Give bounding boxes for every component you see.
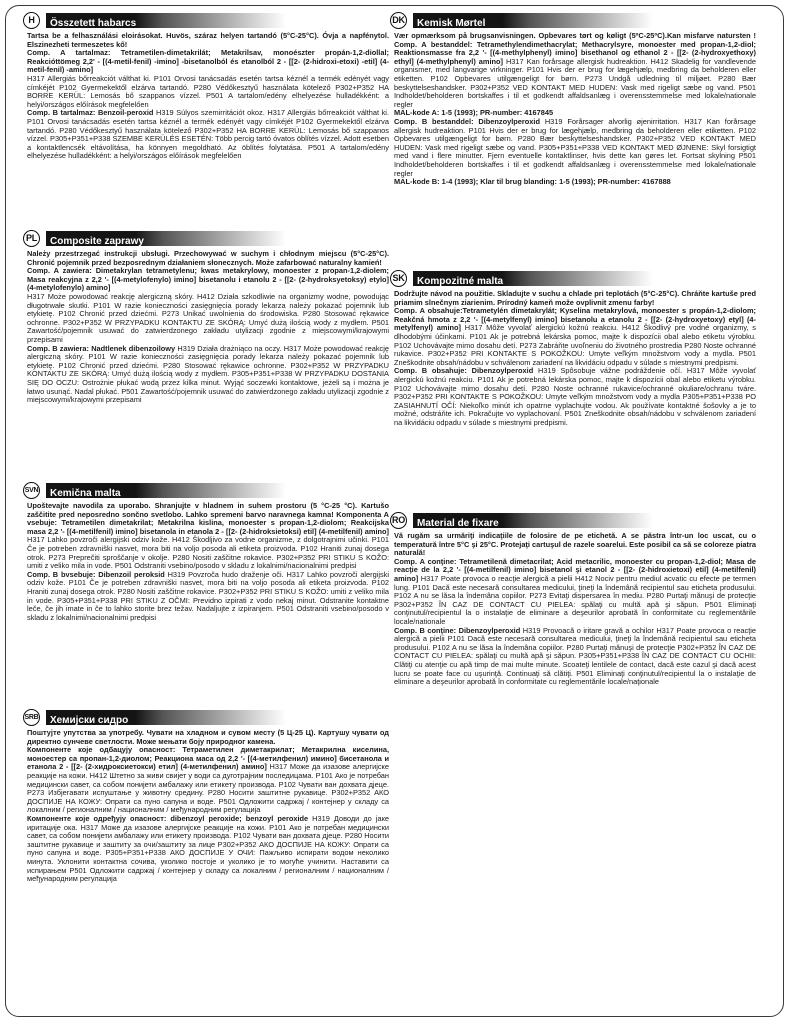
paragraph <box>394 307 756 367</box>
section-romanian <box>394 512 756 687</box>
body-text: H319 Działa drażniąco na oczy. H317 Może powodować reakcję alergiczną skóry. P101 W razie konieczności zasięgnięcia porady lekarza należy pokazać pojemnik lub etykietę. P102 Chronić przed dziećmi. P280 Stosować rękawice ochronne. P302+P352 W PRZYPADKU KONTAKTU ZE SKÓRĄ: Umyć dużą ilością wody z mydłem. P305+P351+P338 W PRZYPADKU DOSTANIA SIĘ DO OCZU: Ostrożnie płukać wodą przez kilka minut. Wyjąć soczewki kontaktowe, jeżeli są i można je łatwo usunąć. Nadal płukać. P501 Zawartość/pojemnik usuwać do zatwierdzonego zakładu utylizacji zgodnie z miejscowymi/krajowymi przepisami <box>27 343 389 405</box>
body-text: H319 Súlyos szemirritációt okoz. H317 Allergiás bőrreakciót válthat ki. P101 Orvosi tanácsadás esetén tartsa kéznél a termék edényét vagy címkéjét P102 Gyermekektől elzárva tartandó. P280 Védőkesztyű használata kötelező P302+P352 HA BORRE KERÜL: Lemosás bő szappanos vízzel. P305+P351+P338 SZEMBE KERÜLÉS ESETÉN: Több percig tartó óvatos öblítés vízzel. Adott esetben a kontaktlencsék eltávolítása, ha könnyen megoldható. Az öblítés folytatása. P501 A tartalom/edény elhelyezése hulladékként: a helyi/országos előírások megfelelően <box>27 108 389 161</box>
body-text: H317 Poate provoca o reacţie alergică a pielii H412 Nociv pentru mediul acvatic cu efecte pe termen lung. P101 Dacă este necesară consultarea medicului, ţineţi la îndemână recipientul sau eticheta produsului. P102 A nu se lăsa la îndemâna copiilor. P273 Evitaţi dispersarea în mediu. P280 Purtaţi mănuşi de protecţie P302+P352 ÎN CAZ DE CONTACT CU PIELEA: spălaţi cu multă apă şi săpun. P501 Eliminaţi conţinutul/recipientul la o instalaţie de eliminare a deşeurilor aprobată în conformitate cu reglementările locale/nationale <box>394 573 756 626</box>
body-text: H319 Spôsobuje vážne podráždenie očí. H317 Môže vyvolať alergickú kožnú reakciu. P101 Ak je potrebná lekárska pomoc, majte k dispozícii obal alebo etiketu výrobku. P102 Uchovávajte mimo dosahu detí. P280 Noste ochranné rukavice/ochranné okuliare/ochranu tváre. P302+P352 PRI KONTAKTE S POKOŽKOU: Umyte veľkým množstvom vody a mydla P305+P351+P338 PO ZASIAHNUTÍ OČÍ: Niekoľko minút ich opatrne vyplachujte vodou. Ak používate kontaktné šošovky a je to možné, odstráňte ich. Pokračujte vo vyplachovaní. P501 Zneškodnite obsah/nádobu v schválenom zariadení na likvidáciu odpadu v súlade s miestnymi predpismi. <box>394 366 756 427</box>
section-title-bar <box>46 231 389 246</box>
bold-text: Upoštevajte navodila za uporabo. Shranjujte v hladnem in suhem prostoru (5 °C-25 °C). Kartušo zaščitite pred neposredno sončno svetlobo. Lahko spremeni barvo naravnega kamna! <box>27 501 389 519</box>
section-title-bar <box>46 710 389 725</box>
paragraph <box>27 746 389 815</box>
paragraph <box>394 118 756 178</box>
body-text: H319 Доводи до јаке иритације ока. H317 Може да изазове алергијске реакције на кожи. P101 Ако је потребан медицински савет, са собом понијети амбалажу или етикету производа. P102 Чувати ван дохвата дјеце. P280 Носити заштитне рукавице и заштиту за очи/заштиту за лице P302+P352 АКО ДОСПИЈЕ НА КОЖУ: Опрати са пуно сапуна и воде. P305+P351+P338 АКО ДОСПИЈЕ У ОЧИ: Пажљиво испирати водом неколико минута. Уклонити контактна сочива, уколико постоје и уколико је то могуће учинити. Наставити са испирањем P501 Одложити садржај / контејнер у складу са локалним / регионалним / националним / међународним регулација <box>27 813 389 884</box>
bold-text: Компоненте које одређују опасност: dibenzoyl peroxide; benzoyl peroxide <box>27 813 309 823</box>
bold-text: Comp. A conţine: Tetrametilenă dimetacrilat; Acid metacrilic, monoester cu propan-1,2-diol; Masa de reacţie de la 2,2 '- [(4-metilfenil) imino] bisetanol şi etanol 2 - [[2- (2-hidroxietoxi) etil] (4-metilfenil) amino] <box>394 556 756 583</box>
section-title: Composite zaprawy <box>50 236 144 247</box>
paragraph <box>27 502 389 571</box>
section-danish <box>394 12 756 187</box>
section-header <box>27 230 389 247</box>
section-title: Összetett habarcs <box>50 18 137 29</box>
body-text: H317 Kan forårsage allergisk hudreaktion. H412 Skadelig for vandlevende organismer, med langvarige virkninger. P101 Hvis der er brug for lægehjælp, medbring da beholderen eller etiketten. P102 Opbevares utilgængeligt for børn. P273 Undgå udledning til miljøet. P280 Bær beskyttelseshandsker. P302+P352 VED KONTAKT MED HUDEN: Vask med rigeligt sæbe og vand. P501 Indholdet/beholderen bortskaffes i til et godkendt affaldsanlæg i overensstemmelse med lokale/nationale regler <box>394 56 756 109</box>
section-body <box>27 729 389 884</box>
language-badge: RO <box>390 512 407 529</box>
section-body <box>394 290 756 428</box>
bold-text: MAL-kode A: 1-5 (1993); PR-number: 4167845 <box>394 108 554 118</box>
section-body <box>27 250 389 405</box>
bold-text: Comp. B tartalmaz: Benzoil-peroxid <box>27 108 154 118</box>
bold-text: Поштујте упутства за употребу. Чувати на хладном и сувом месту (5 Ц-25 Ц). Картушу чувати од директно сунчеве светлости. Може мењати боју природног камена. <box>27 728 389 746</box>
bold-text: Comp. B zawiera: Nadtlenek dibenzoilowy <box>27 343 176 353</box>
section-title-bar <box>413 13 756 28</box>
bold-text: Komponenta A vsebuje: Tetrametilen dimetakrilat; Metakrilna kislina, monoester s propan-1,2-diolom; Reakcijska masa 2,2 '- [(4-metilfenil) imino] bisetanola in etanola 2 - [[2- (2-hidroksietoksi) etil] (4-metilfenil) amino] <box>27 509 389 536</box>
paragraph <box>27 32 389 49</box>
body-text: H317 Lahko povzroči alergijski odziv kože. H412 Škodljivo za vodne organizme, z dolgotrajnimi učinki. P101 Če je potreben zdravniški nasvet, mora biti na voljo posoda ali etiketa proizvoda. P102 Hraniti zunaj dosega otrok. P273 Preprečiti sproščanje v okolje. P280 Nositi zaščitne rokavice. P302+P352 PRI STIKU S KOŽO: umiti z veliko mila in vode. P501 Odstraniti vsebino/posodo v skladu z lokalnimi/nacionalnimi predpisi <box>27 535 389 571</box>
bold-text: Vær opmærksom på brugsanvisningen. Opbevares tørt og køligt (5ºC-25ºC).Kan misfarve natursten ! Comp. A bestanddel: Tetramethylendimethacrylat; Methacrylsyre, monoester med propan-1,2-diol; Reaktionsmasse fra 2,2 '- [(4-methylphenyl) imino] bisethanol og ethanol 2 - [[2- (2-hydroxyethoxy) ethyl] (4-methylphenyl) amino] <box>394 31 756 66</box>
section-title-bar <box>413 271 756 286</box>
section-header <box>394 512 756 529</box>
section-body <box>394 32 756 187</box>
paragraph <box>394 627 756 687</box>
section-header <box>24 709 389 726</box>
bold-text: Comp. B conţine: Dibenzoylperoxid <box>394 625 521 635</box>
bold-text: Comp. A obsahuje:Tetrametylén dimetakrylát; Kyselina metakrylová, monoester s propán-1,2-diolom; Reakčná hmota z 2,2 '- [(4-metylfenyl) imino] bisetanolu a etanolu 2 - [[2- (2-hydroxyetoxy) etyl] (4-metylfenyl) amino] <box>394 306 756 333</box>
section-header <box>394 270 756 287</box>
section-serbian <box>24 709 389 884</box>
paragraph <box>394 290 756 307</box>
section-slovak <box>394 270 756 428</box>
section-body <box>27 32 389 161</box>
paragraph <box>394 178 756 187</box>
body-text: H319 Provoacă o iritare gravă a ochilor H317 Poate provoca o reacţie alergică a pielii P101 Dacă este necesară consultarea medicului, ţineţi la îndemână recipientul sau eticheta produsului. P102 A nu se lăsa la îndemâna copiilor. P280 Purtaţi mănuşi de protecţie P302+P352 ÎN CAZ DE CONTACT CU PIELEA: spălaţi cu multă apă şi săpun. P305+P351+P338 ÎN CAZ DE CONTACT CU OCHII: Clătiţi cu atenţie cu apă timp de mai multe minute. Scoateţi lentilele de contact, dacă este cazul şi dacă acest lucru se poate face cu uşurinţă. Continuaţi să clătiţi. P501 Eliminaţi conţinutul/recipientul la o instalaţie de eliminare a deşeurilor aprobată în conformitate cu reglementările locale/naţionale <box>394 625 756 687</box>
section-title: Kompozitné malta <box>417 276 504 287</box>
paragraph <box>27 571 389 623</box>
section-title-bar <box>413 513 756 528</box>
paragraph <box>394 32 756 109</box>
paragraph <box>27 815 389 884</box>
section-title: Kemična malta <box>50 488 121 499</box>
paragraph <box>27 109 389 161</box>
section-title: Хемијски сидро <box>50 715 129 726</box>
body-text: H317 Môže vyvolať alergickú kožnú reakciu. H412 Škodlivý pre vodné organizmy, s dlhodobými účinkami. P101 Ak je potrebná lekárska pomoc, majte k dispozícii obal alebo etiketu výrobku. P102 Uchovávajte mimo dosahu detí. P273 Zabráňte uvoľneniu do životného prostredia P280 Noste ochranné rukavice. P302+P352 PRI KONTAKTE S POKOŽKOU: Umyte veľkým množstvom vody a mydla. P501 Zneškodnite obsah/nádobu v schválenom zariadení na likvidáciu odpadu v súlade s miestnymi predpismi. <box>394 323 756 367</box>
bold-text: MAL-kode B: 1-4 (1993); Klar til brug blanding: 1-5 (1993); PR-number: 4167888 <box>394 177 671 187</box>
body-text: H317 Może powodować reakcję alergiczną skóry. H412 Działa szkodliwie na organizmy wodne, powodując długotrwałe skutki. P101 W razie konieczności zasięgnięcia porady lekarza należy pokazać pojemnik lub etykietę. P102 Chronić przed dziećmi. P273 Unikać uwolnienia do środowiska. P280 Stosować rękawice ochronne. P302+P352 W PRZYPADKU KONTAKTU ZE SKÓRĄ: Umyć dużą ilością wody z mydłem. P501 Zawartość/pojemnik usuwać do zatwierdzonego zakładu utylizacji zgodnie z miejscowymi/krajowymi przepisami <box>27 291 389 344</box>
section-header <box>394 12 756 29</box>
body-text: H319 Povzroča hudo draženje oči. H317 Lahko povzroči alergijski odziv kože. P101 Če je potreben zdravniški nasvet, mora biti na voljo posoda ali etiketa proizvoda. P102 Hraniti zunaj dosega otrok. P280 Nositi zaščitne rokavice. P302+P352 PRI STIKU S KOŽO: umiti z veliko mila in vode. P305+P351+P338 PRI STIKU Z OČMI: Previdno izpirati z vodo nekaj minut. Odstranite kontaktne leče, če jih imate in če to lahko storite brez težav. Nadaljujte z izpiranjem. P501 Odstraniti vsebino/posodo v skladu z lokalnimi/nacionalnimi predpisi <box>27 569 389 622</box>
bold-text: Vă rugăm sa urmăriţi indicaţiile de folosire de pe etichetă. A se păstra într-un loc uscat, cu o temperatură între 5°C şi 25°C. Protejaţi cartuşul de razele soarelui. Este posibil ca să se coloreze piatra naturală! <box>394 531 756 558</box>
body-text: H317 Може да изазове алергијске реакције на кожи. H412 Штетно за живи свијет у води са дуготрајним последицама. P101 Ако је потребан медицински савет, са собом понијети амбалажу или етикету производа. P102 Чувати ван дохвата дјеце. P273 Избјегавати испуштање у животну средину. P280 Носити заштитне рукавице. P302+P352 АКО ДОСПИЈЕ НА КОЖУ: Опрати са пуно сапуна и воде. P501 Одложити садржај / контејнер у складу са локалним / регионалним / националним / међународним регулација <box>27 762 389 815</box>
bold-text: Comp. B obsahuje: Dibenzoylperoxid <box>394 366 534 376</box>
bold-text: Tartsa be a felhasználási eloirásokat. Huvös, száraz helyen tartandó (5°C-25°C). Óvja a napfénytol. Elszinezheti termeszetes kő! <box>27 31 389 49</box>
paragraph <box>27 729 389 746</box>
language-badge: DK <box>390 12 407 29</box>
section-header <box>24 482 389 499</box>
paragraph <box>27 75 389 109</box>
paragraph <box>27 250 389 267</box>
paragraph <box>27 49 389 75</box>
language-badge: SRB <box>23 709 40 726</box>
paragraph <box>394 558 756 627</box>
paragraph <box>27 267 389 293</box>
section-polish <box>27 230 389 405</box>
language-badge: SVN <box>23 482 40 499</box>
language-badge: H <box>23 12 40 29</box>
section-header <box>27 12 389 29</box>
body-text: H317 Allergiás bőrreakciót válthat ki. P101 Orvosi tanácsadás esetén tartsa kéznél a termék edényét vagy címkéjét P102 Gyermekektől elzárva tartandó. P280 Védőkesztyű használata kötelező P302+P352 HA BORRE KERÜL: Lemosás bő szappanos vízzel. P501 A tartalom/edény elhelyezése hulladékként: a helyi/országos előírások megfelelően <box>27 73 389 109</box>
section-title-bar <box>46 13 389 28</box>
section-title: Material de fixare <box>417 518 499 529</box>
bold-text: Comp. A zawiera: Dimetakrylan tetrametylenu; kwas metakrylowy, monoester z propan-1,2-diolem; Masa reakcyjna z 2,2 '- [(4-metylofenylo) imino] bisetanolu i etanolu 2 - [[2- (2-hydroksyetoksy) etylo] (4-metylofenylo) amino] <box>27 266 389 293</box>
body-text: H319 Forårsager alvorlig øjenirritation. H317 Kan forårsage allergisk hudreaktion. P101 Hvis der er brug for lægehjælp, medbring da beholderen eller etiketten. P102 Opbevares utilgængeligt for børn. P280 Bær beskyttelseshandsker. P302+P352 VED KONTAKT MED HUDEN: Vask med rigeligt sæbe og vand. P305+P351+P338 VED KONTAKT MED ØJNENE: Skyl forsigtigt med vand i flere minutter. Fjern eventuelle kontaktlinser, hvis dette kan gøres let. Fortsat skylning P501 Indholdet/beholderen bortskaffes i til et godkendt affaldsanlæg i overensstemmelse med lokale/nationale regler <box>394 116 756 178</box>
section-title-bar <box>46 483 389 498</box>
paragraph <box>27 345 389 405</box>
section-title: Kemisk Mørtel <box>417 18 486 29</box>
section-slovenian <box>24 482 389 622</box>
bold-text: Компоненте које одбацују опасност: Тетраметилен диметакрилат; Метакрилна киселина, моноестер са пропан-1,2-диолом; Реакциона маса од 2,2 '- [(4-метилфенил) имино] бисетанола и етанола 2 - [[2- (2-хидроксиетокси) етил] (4-метилфенил) амино] <box>27 745 389 772</box>
section-hungarian <box>27 12 389 161</box>
bold-text: Comp. B bestanddel: Dibenzoylperoxid <box>394 116 540 126</box>
bold-text: Comp. A tartalmaz: Tetrametilen-dimetakrilát; Metakrilsav, monoészter propán-1,2-diollal; Reakcióttömeg 2,2' - [(4-metil-fenil) -imino] -bisetanolból és etanolból 2 - [[2- (2-hidroxi-etoxi) -etil] (4-metil-fenil) -amino] <box>27 48 389 75</box>
section-body <box>394 532 756 687</box>
bold-text: Comp. B bvsebuje: Dibenzoil peroksid <box>27 569 165 579</box>
section-body <box>27 502 389 622</box>
language-badge: SK <box>390 270 407 287</box>
bold-text: Należy przestrzegać instrukcji ubsługi. Przechowywać w suchym i chłodnym miejscu (5°C-25°C). Chronić pojemnik przed bezposrednym działaniem słonecznych. Może zafarbować naturalny kamień! <box>27 249 389 267</box>
paragraph <box>394 367 756 427</box>
bold-text: Dodržujte návod na použitie. Skladujte v suchu a chlade pri teplotách (5°C-25°C). Chráňte kartuše pred priamim slnečnym ziarienim. Prírodný kameň može ovplivnit zmenu farby! <box>394 289 756 307</box>
paragraph <box>27 293 389 345</box>
language-badge: PL <box>23 230 40 247</box>
paragraph <box>394 532 756 558</box>
